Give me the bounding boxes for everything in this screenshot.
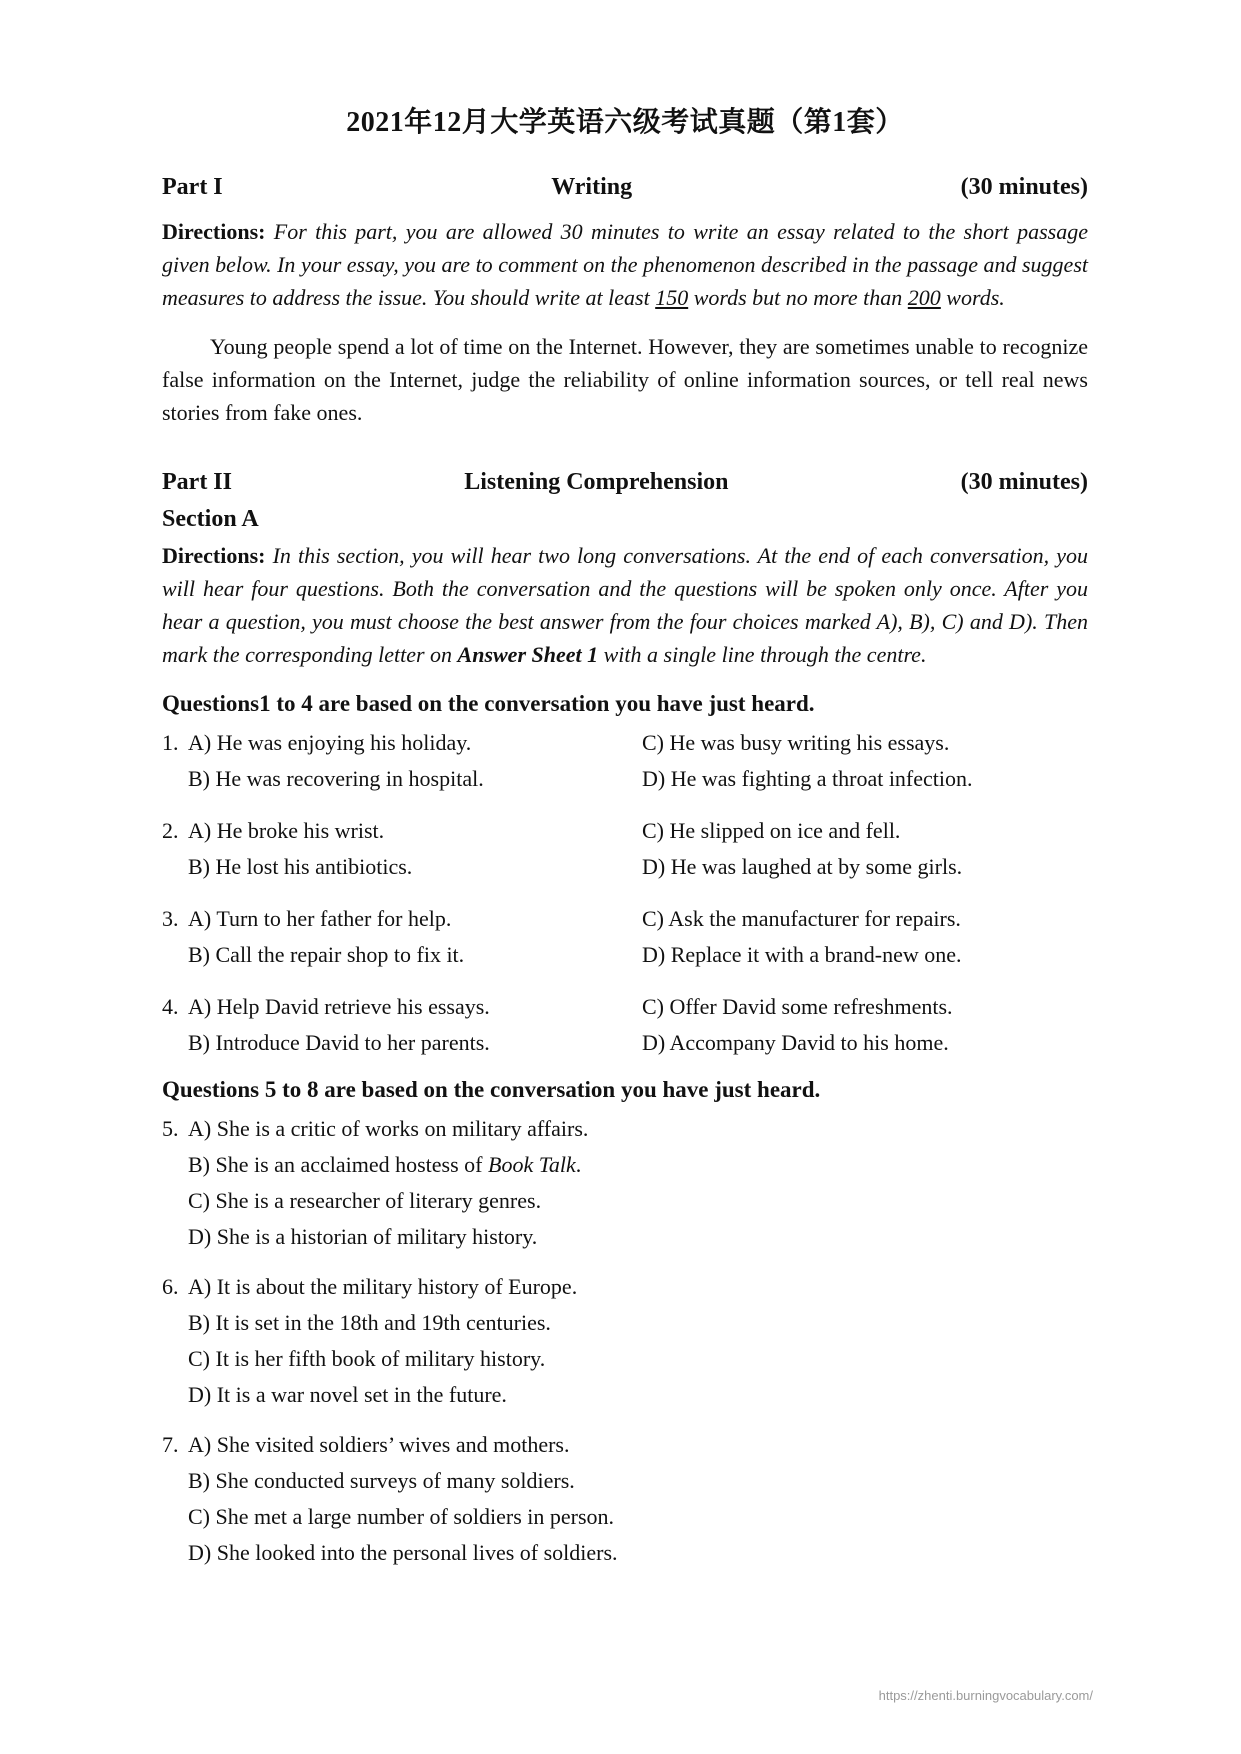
book-title: Book Talk <box>488 1152 576 1177</box>
choice-d: D) Accompany David to his home. <box>642 1030 949 1055</box>
part1-label: Part I <box>162 174 223 200</box>
part2-title: Listening Comprehension <box>464 469 729 495</box>
choice-a: A) Turn to her father for help. <box>188 906 452 931</box>
writing-passage: Young people spend a lot of time on the Internet. However, they are sometimes unable to recognize false information on the Internet, judge the reliability of online information sources, or tell real news stories from fake ones. <box>162 334 1088 425</box>
choice-c: C) Ask the manufacturer for repairs. <box>642 906 961 931</box>
answer-sheet: Answer Sheet 1 <box>457 642 599 667</box>
question-number: 6. <box>162 1274 179 1299</box>
part1-directions <box>162 215 1088 314</box>
part2-label: Part II <box>162 469 232 495</box>
choice-b-end: . <box>575 1152 582 1177</box>
directions-text: For this part, you are allowed 30 minutes to write an essay related to the short passage given below. In your essay, you are to comment on the phenomenon described in the passage and suggest measures to address the issue. You should write at least <box>162 219 1088 310</box>
section-title: Section A <box>162 506 259 532</box>
choice-b: B) He lost his antibiotics. <box>188 854 413 879</box>
exam-page <box>162 100 1088 1585</box>
question-number: 3. <box>162 906 179 931</box>
part1-time: (30 minutes) <box>960 174 1088 200</box>
question-item <box>162 725 1088 797</box>
choice-a: A) He was enjoying his holiday. <box>188 730 472 755</box>
question-item <box>162 1111 1088 1255</box>
choice-a: A) He broke his wrist. <box>188 818 385 843</box>
choice-c: C) She is a researcher of literary genres. <box>188 1188 542 1213</box>
choice-b: B) It is set in the 18th and 19th centuries. <box>188 1310 551 1335</box>
question-item <box>162 989 1088 1061</box>
choice-d: D) She looked into the personal lives of soldiers. <box>188 1540 618 1565</box>
part2-time: (30 minutes) <box>960 469 1088 495</box>
choice-b: B) He was recovering in hospital. <box>188 766 484 791</box>
part2-directions <box>162 539 1088 671</box>
choice-a: A) She is a critic of works on military affairs. <box>188 1116 589 1141</box>
question-item <box>162 901 1088 973</box>
min-words: 150 <box>655 285 689 310</box>
choice-b: B) She conducted surveys of many soldiers. <box>188 1468 575 1493</box>
directions-text: In this section, you will hear two long conversations. At the end of each conversation, you will hear four questions. Both the conversation and the questions will be spoken only once. After you hear a question, you must choose the best answer from the four choices marked A), B), C) and D). Then mark the corresponding letter on <box>162 543 1088 667</box>
part2-header <box>162 469 1088 496</box>
question-item <box>162 813 1088 885</box>
choice-b: B) She is an acclaimed hostess of <box>188 1152 488 1177</box>
choice-c: C) He was busy writing his essays. <box>642 730 950 755</box>
question-number: 5. <box>162 1116 179 1141</box>
choice-c: C) He slipped on ice and fell. <box>642 818 901 843</box>
question-item <box>162 1427 1088 1571</box>
directions-label: Directions: <box>162 543 266 568</box>
part1-title: Writing <box>551 174 633 200</box>
question-number: 2. <box>162 818 179 843</box>
choice-a: A) It is about the military history of Europe. <box>188 1274 578 1299</box>
directions-text: words. <box>940 285 1005 310</box>
choice-c: C) She met a large number of soldiers in person. <box>188 1504 615 1529</box>
choice-c: C) Offer David some refreshments. <box>642 994 953 1019</box>
question-group-title: Questions1 to 4 are based on the conversation you have just heard. <box>162 691 815 716</box>
choice-d: D) He was laughed at by some girls. <box>642 854 963 879</box>
footer-url: https://zhenti.burningvocabulary.com/ <box>878 1688 1093 1703</box>
directions-text: with a single line through the centre. <box>598 642 927 667</box>
choice-c: C) It is her fifth book of military history. <box>188 1346 546 1371</box>
question-number: 4. <box>162 994 179 1019</box>
choice-a: A) She visited soldiers’ wives and mothers. <box>188 1432 570 1457</box>
choice-d: D) He was fighting a throat infection. <box>642 766 973 791</box>
directions-label: Directions: <box>162 219 266 244</box>
choice-a: A) Help David retrieve his essays. <box>188 994 490 1019</box>
part1-header <box>162 174 1088 201</box>
choice-b: B) Call the repair shop to fix it. <box>188 942 465 967</box>
choice-d: D) Replace it with a brand-new one. <box>642 942 962 967</box>
choice-b: B) Introduce David to her parents. <box>188 1030 490 1055</box>
question-item <box>162 1269 1088 1413</box>
max-words: 200 <box>907 285 941 310</box>
question-group-title: Questions 5 to 8 are based on the conversation you have just heard. <box>162 1077 821 1102</box>
page-title: 2021年12月大学英语六级考试真题（第1套） <box>346 107 904 138</box>
question-number: 7. <box>162 1432 179 1457</box>
choice-d: D) It is a war novel set in the future. <box>188 1382 507 1407</box>
question-number: 1. <box>162 730 179 755</box>
choice-d: D) She is a historian of military history. <box>188 1224 538 1249</box>
directions-text: words but no more than <box>688 285 908 310</box>
